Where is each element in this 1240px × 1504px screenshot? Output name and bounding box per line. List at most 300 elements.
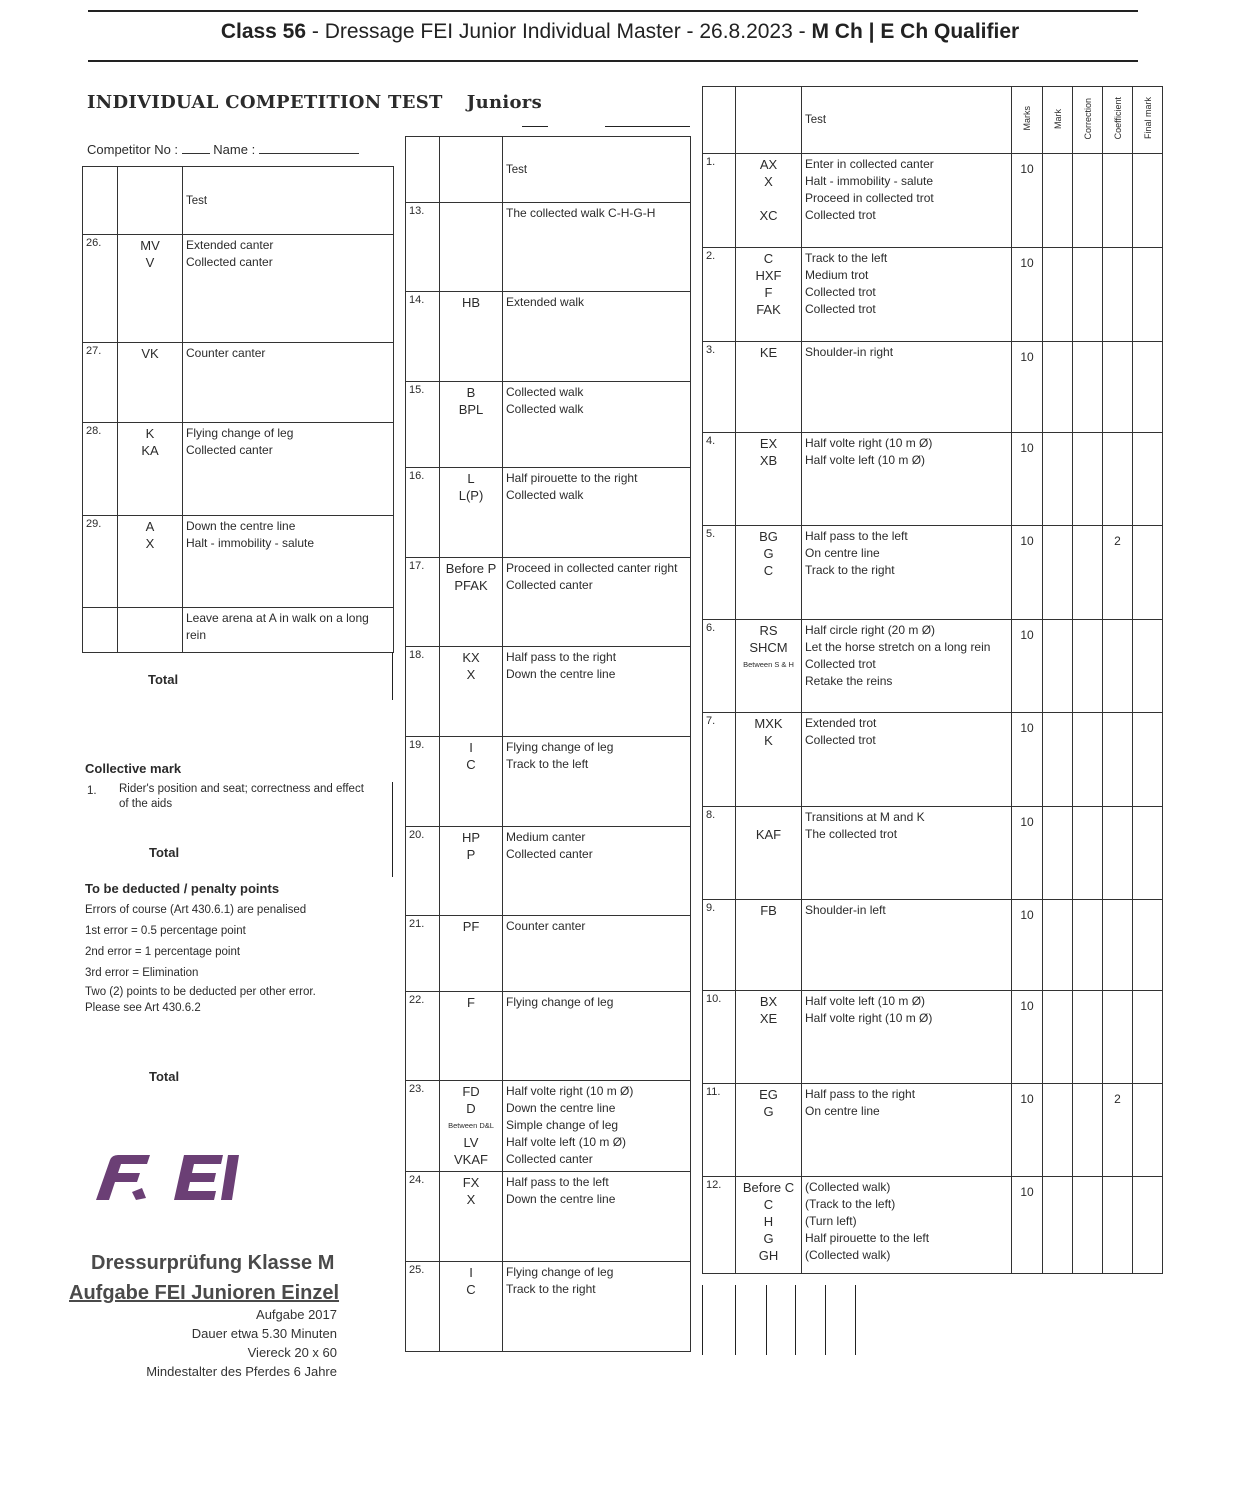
total-divider: [392, 652, 393, 700]
movement-line: Extended walk: [506, 295, 585, 309]
marker-text: FD: [462, 1084, 480, 1099]
movement-line: Half pass to the right: [506, 650, 617, 664]
marker-text: HP: [461, 830, 481, 845]
movement-line: Medium trot: [805, 268, 869, 282]
movement-line: Collected canter: [506, 578, 593, 592]
movement-line: Simple change of leg: [506, 1118, 619, 1132]
coefficient: [1103, 991, 1133, 1084]
marker-text: XB: [759, 453, 778, 468]
movement-line: (Turn left): [805, 1214, 857, 1228]
row-number: 20.: [406, 827, 440, 916]
table-row: [406, 737, 691, 827]
coefficient: [1103, 713, 1133, 807]
marker-text: B: [466, 385, 476, 400]
final-mark-input[interactable]: [1133, 620, 1163, 713]
marker-cell: [440, 203, 503, 292]
marker-text: C: [763, 563, 774, 578]
marker-text: X: [145, 536, 155, 551]
table-row: [703, 713, 1163, 807]
row-number: 22.: [406, 992, 440, 1081]
final-mark-input[interactable]: [1133, 154, 1163, 248]
marker-cell: [736, 991, 802, 1084]
marker-cell: [440, 916, 503, 992]
movement-text: [802, 900, 1012, 991]
marker-cell: [736, 248, 802, 342]
movement-line: Collected trot: [805, 208, 876, 222]
row-number: 13.: [406, 203, 440, 292]
movement-line: (Collected walk): [805, 1180, 891, 1194]
movement-line: Flying change of leg: [506, 740, 614, 754]
table-row: [703, 1084, 1163, 1177]
footer-line-4: Dauer etwa 5.30 Minuten: [191, 1326, 337, 1341]
movement-line: Flying change of leg: [506, 995, 614, 1009]
marks-header: Marks: [1022, 106, 1032, 131]
correction-header: Correction: [1082, 97, 1093, 140]
table-row: [406, 203, 691, 292]
marker-cell: [440, 558, 503, 647]
table-row: [406, 1172, 691, 1262]
total-label-1: Total: [148, 672, 179, 687]
mark-input[interactable]: [1043, 154, 1073, 248]
movement-line: Track to the right: [506, 1282, 596, 1296]
row-number: 7.: [703, 713, 736, 807]
row-number: 23.: [406, 1081, 440, 1172]
marker-text: Between D&L: [448, 1121, 494, 1130]
marker-text: F: [764, 285, 773, 300]
movement-line: Shoulder-in right: [805, 345, 894, 359]
mark-input[interactable]: [1043, 1177, 1073, 1274]
event-label: - Dressage FEI Junior Individual Master - 26.8.2023 -: [306, 20, 812, 43]
marker-cell: [736, 154, 802, 248]
marker-cell: [736, 433, 802, 526]
stub-line: [795, 1285, 796, 1355]
test-table-left: [82, 166, 394, 653]
movement-line: Down the centre line: [506, 1192, 616, 1206]
row-number: 9.: [703, 900, 736, 991]
correction-input[interactable]: [1073, 991, 1103, 1084]
final-mark-input[interactable]: [1133, 900, 1163, 991]
marker-text: [739, 190, 798, 207]
movement-line: On centre line: [805, 1104, 880, 1118]
table-row: [83, 235, 394, 343]
movement-line: Extended canter: [186, 238, 274, 252]
max-marks: 10: [1012, 433, 1043, 526]
marker-text: KE: [759, 345, 778, 360]
marker-text: BG: [759, 529, 778, 544]
marker-text: G: [763, 1104, 774, 1119]
marker-text: PF: [462, 919, 480, 934]
deduct-title: To be deducted / penalty points: [85, 881, 280, 896]
movement-line: Collected trot: [805, 657, 876, 671]
movement-line: Flying change of leg: [506, 1265, 614, 1279]
table-row: [703, 900, 1163, 991]
movement-text: [503, 1172, 691, 1262]
coefficient: [1103, 342, 1133, 433]
marker-text: VK: [141, 346, 159, 361]
movement-text: [802, 1177, 1012, 1274]
movement-line: Collected canter: [186, 255, 273, 269]
movement-line: Collected walk: [506, 402, 584, 416]
coefficient: [1103, 154, 1133, 248]
test-table-right: [702, 86, 1163, 1274]
marker-cell: [118, 343, 183, 423]
mark-input[interactable]: [1043, 713, 1073, 807]
marker-text: G: [763, 1231, 774, 1246]
footer-line-1: Dressurprüfung Klasse M: [91, 1252, 335, 1274]
marker-cell: [440, 382, 503, 468]
marker-header: [440, 137, 503, 203]
mark-header: Mark: [1052, 108, 1063, 129]
final-mark-input[interactable]: [1133, 807, 1163, 900]
movement-line: Extended trot: [805, 716, 877, 730]
marker-text: X: [466, 667, 476, 682]
row-number: 29.: [83, 516, 118, 608]
marker-text: C: [466, 1282, 476, 1297]
marker-cell: [440, 647, 503, 737]
marker-cell: [440, 468, 503, 558]
mark-input[interactable]: [1043, 620, 1073, 713]
movement-line: Enter in collected canter: [805, 157, 934, 171]
correction-input[interactable]: [1073, 1177, 1103, 1274]
coefficient: [1103, 433, 1133, 526]
movement-text: [802, 342, 1012, 433]
table-row: [703, 526, 1163, 620]
marker-text: FAK: [756, 302, 781, 317]
movement-text: [802, 154, 1012, 248]
marker-text: C: [763, 251, 774, 266]
category-label: Juniors: [466, 92, 543, 113]
movement-line: Half volte left (10 m Ø): [805, 994, 926, 1008]
mark-input[interactable]: [1043, 1084, 1073, 1177]
movement-text: [503, 1262, 691, 1352]
marker-text: AX: [759, 157, 778, 172]
movement-line: Leave arena at A in walk on a long rein: [186, 611, 369, 642]
row-number: 1.: [703, 154, 736, 248]
movement-text: [503, 916, 691, 992]
total-label-3: Total: [149, 1069, 180, 1084]
movement-text: [503, 468, 691, 558]
marker-text: D: [466, 1101, 476, 1116]
total-label-2: Total: [149, 845, 180, 860]
marker-cell: [736, 1084, 802, 1177]
mark-input[interactable]: [1043, 342, 1073, 433]
marker-text: Between S & H: [743, 660, 794, 669]
marker-text: HXF: [755, 268, 782, 283]
movement-text: [802, 991, 1012, 1084]
correction-input[interactable]: [1073, 248, 1103, 342]
coefficient: [1103, 248, 1133, 342]
table-row: [83, 608, 394, 653]
deduct-line: Two (2) points to be deducted per other error.: [85, 986, 316, 998]
movement-line: Halt - immobility - salute: [805, 174, 934, 188]
collective-num: 1.: [87, 785, 97, 797]
marker-text: K: [764, 733, 773, 748]
final-mark-input[interactable]: [1133, 526, 1163, 620]
marker-text: RS: [759, 623, 778, 638]
mark-input[interactable]: [1043, 526, 1073, 620]
marker-text: EG: [759, 1087, 778, 1102]
row-number: 2.: [703, 248, 736, 342]
max-marks: 10: [1012, 713, 1043, 807]
coefficient: 2: [1103, 1084, 1133, 1177]
max-marks: 10: [1012, 248, 1043, 342]
movement-text: [802, 713, 1012, 807]
movement-text: [503, 203, 691, 292]
marker-cell: [736, 807, 802, 900]
footer-line-3: Aufgabe 2017: [256, 1307, 337, 1322]
max-marks: 10: [1012, 526, 1043, 620]
correction-input[interactable]: [1073, 713, 1103, 807]
footer-line-2: Aufgabe FEI Junioren Einzel: [69, 1282, 340, 1304]
marker-text: Before P: [445, 561, 497, 576]
max-marks: 10: [1012, 900, 1043, 991]
row-number: 25.: [406, 1262, 440, 1352]
movement-text: [503, 992, 691, 1081]
movement-line: Half volte left (10 m Ø): [506, 1135, 627, 1149]
movement-line: Shoulder-in left: [805, 903, 886, 917]
coefficient: [1103, 1177, 1133, 1274]
movement-line: Proceed in collected canter right: [506, 561, 678, 575]
correction-input[interactable]: [1073, 342, 1103, 433]
marker-cell: [440, 1172, 503, 1262]
competitor-field[interactable]: [182, 153, 210, 154]
final-mark-input[interactable]: [1133, 713, 1163, 807]
marker-text: HB: [461, 295, 481, 310]
mark-input[interactable]: [1043, 807, 1073, 900]
marker-cell: [736, 620, 802, 713]
class-label: Class 56: [220, 20, 307, 43]
movement-text: [503, 292, 691, 382]
marker-text: BPL: [458, 402, 484, 417]
row-number: 6.: [703, 620, 736, 713]
marker-cell: [440, 737, 503, 827]
mark-input[interactable]: [1043, 433, 1073, 526]
stub-line: [735, 1285, 736, 1355]
marker-text: F: [467, 995, 475, 1010]
movement-line: Flying change of leg: [186, 426, 294, 440]
coefficient-header: Coefficient: [1112, 97, 1123, 140]
movement-line: On centre line: [805, 546, 880, 560]
marker-text: PFAK: [454, 578, 488, 593]
correction-input[interactable]: [1073, 900, 1103, 991]
max-marks: 10: [1012, 342, 1043, 433]
table-row: [406, 292, 691, 382]
mark-input[interactable]: [1043, 900, 1073, 991]
deduct-line: 2nd error = 1 percentage point: [85, 946, 241, 958]
marker-text: XE: [759, 1011, 778, 1026]
num-header: [83, 167, 118, 235]
title-line-1: [522, 126, 548, 127]
deduct-line: 3rd error = Elimination: [85, 967, 199, 979]
row-number: 10.: [703, 991, 736, 1084]
movement-line: Let the horse stretch on a long rein: [805, 640, 991, 654]
final-mark-input[interactable]: [1133, 1177, 1163, 1274]
movement-text: [503, 737, 691, 827]
movement-line: Down the centre line: [506, 1101, 616, 1115]
mark-input[interactable]: [1043, 991, 1073, 1084]
marker-text: SHCM: [749, 640, 788, 655]
marker-text: KX: [462, 650, 480, 665]
marker-text: I: [469, 1265, 473, 1280]
table-row: [406, 827, 691, 916]
deduct-line: 1st error = 0.5 percentage point: [85, 925, 246, 937]
marker-cell: [118, 235, 183, 343]
marker-text: MV: [140, 238, 160, 253]
correction-input[interactable]: [1073, 1084, 1103, 1177]
movement-line: Half volte right (10 m Ø): [805, 436, 933, 450]
movement-text: [183, 608, 394, 653]
stub-line: [855, 1285, 856, 1355]
competitor-label: Competitor No :: [87, 142, 179, 157]
movement-line: (Collected walk): [805, 1248, 891, 1262]
movement-line: Retake the reins: [805, 674, 893, 688]
movement-line: Half volte left (10 m Ø): [805, 453, 926, 467]
movement-line: Halt - immobility - salute: [186, 536, 315, 550]
marker-text: K: [145, 426, 155, 441]
row-number: 5.: [703, 526, 736, 620]
test-table-middle: [405, 136, 691, 1352]
test-header: Test: [183, 167, 394, 235]
marker-cell: [118, 423, 183, 516]
competitor-line: [87, 142, 359, 157]
name-label: Name :: [213, 142, 256, 157]
movement-line: Collected canter: [186, 443, 273, 457]
table-row: [703, 154, 1163, 248]
fei-dot-icon: [132, 1188, 146, 1200]
row-number: 11.: [703, 1084, 736, 1177]
marker-text: FB: [760, 903, 777, 918]
movement-text: [503, 647, 691, 737]
marker-cell: [440, 1081, 503, 1172]
row-number: 8.: [703, 807, 736, 900]
table-row: [703, 807, 1163, 900]
marker-text: MXK: [754, 716, 783, 731]
competition-title-text: INDIVIDUAL COMPETITION TEST: [87, 92, 443, 113]
movement-line: Track to the left: [805, 251, 888, 265]
num-header: [703, 87, 736, 154]
correction-input[interactable]: [1073, 433, 1103, 526]
marker-cell: [440, 1262, 503, 1352]
movement-line: Collected walk: [506, 385, 584, 399]
correction-input[interactable]: [1073, 807, 1103, 900]
table-row: [406, 916, 691, 992]
final-mark-input[interactable]: [1133, 991, 1163, 1084]
row-number: 16.: [406, 468, 440, 558]
movement-line: Collected canter: [506, 847, 593, 861]
mark-input[interactable]: [1043, 248, 1073, 342]
row-number: 14.: [406, 292, 440, 382]
movement-line: Collected trot: [805, 733, 876, 747]
correction-input[interactable]: [1073, 620, 1103, 713]
marker-text: L(P): [458, 488, 484, 503]
marker-text: VKAF: [454, 1152, 488, 1167]
table-row: [703, 248, 1163, 342]
footer-line-6: Mindestalter des Pferdes 6 Jahre: [146, 1364, 337, 1379]
coefficient: [1103, 807, 1133, 900]
movement-line: Medium canter: [506, 830, 586, 844]
movement-text: [503, 827, 691, 916]
marker-text: KAF: [755, 827, 782, 842]
max-marks: 10: [1012, 1084, 1043, 1177]
marker-text: GH: [758, 1248, 779, 1263]
movement-text: [802, 526, 1012, 620]
row-number: 15.: [406, 382, 440, 468]
marker-cell: [440, 292, 503, 382]
marker-header: [118, 167, 183, 235]
movement-line: Collected trot: [805, 302, 876, 316]
coefficient: 2: [1103, 526, 1133, 620]
coefficient: [1103, 620, 1133, 713]
fei-logo: [88, 1148, 258, 1210]
movement-text: [503, 558, 691, 647]
table-row: [703, 1177, 1163, 1274]
marker-text: X: [764, 174, 773, 189]
title-line-2: [605, 126, 690, 127]
marker-text: XC: [759, 208, 778, 223]
marker-text: C: [466, 757, 476, 772]
movement-line: Collected trot: [805, 285, 876, 299]
final-mark-input[interactable]: [1133, 433, 1163, 526]
name-field[interactable]: [259, 153, 359, 154]
deduct-lines: [85, 900, 385, 1016]
competition-title: [87, 92, 542, 113]
marker-text: C: [763, 1197, 774, 1212]
collective-title: Collective mark: [85, 761, 182, 776]
marker-cell: [736, 900, 802, 991]
final-mark-input[interactable]: [1133, 342, 1163, 433]
final-mark-input[interactable]: [1133, 1084, 1163, 1177]
table-row: [406, 382, 691, 468]
final-mark-input[interactable]: [1133, 248, 1163, 342]
max-marks: 10: [1012, 991, 1043, 1084]
stub-line: [702, 1285, 703, 1355]
marker-cell: [736, 526, 802, 620]
movement-text: [802, 620, 1012, 713]
movement-text: [183, 516, 394, 608]
movement-line: Half pirouette to the right: [506, 471, 638, 485]
row-number: 28.: [83, 423, 118, 516]
page-header: [0, 20, 1240, 44]
table-row: [83, 423, 394, 516]
max-marks: 10: [1012, 620, 1043, 713]
marker-cell: [118, 608, 183, 653]
table-row: [83, 516, 394, 608]
correction-input[interactable]: [1073, 154, 1103, 248]
marker-text: G: [763, 546, 774, 561]
collective-divider: [392, 782, 393, 877]
test-header: Test: [503, 137, 691, 203]
movement-line: Half circle right (20 m Ø): [805, 623, 936, 637]
marker-text: BX: [759, 994, 778, 1009]
championship-label: M Ch | E Ch Qualifier: [811, 20, 1020, 43]
movement-line: Half pass to the right: [805, 1087, 916, 1101]
deduct-line: Please see Art 430.6.2: [85, 1002, 201, 1014]
movement-line: Track to the right: [805, 563, 895, 577]
movement-line: Proceed in collected trot: [805, 191, 934, 205]
movement-line: Transitions at M and K: [805, 810, 925, 824]
marker-cell: [736, 342, 802, 433]
max-marks: 10: [1012, 1177, 1043, 1274]
top-rule: [88, 10, 1138, 12]
movement-line: Half pirouette to the left: [805, 1231, 930, 1245]
movement-text: [503, 1081, 691, 1172]
marker-text: H: [763, 1214, 774, 1229]
movement-text: [503, 382, 691, 468]
correction-input[interactable]: [1073, 526, 1103, 620]
movement-line: Collected canter: [506, 1152, 593, 1166]
row-number: 26.: [83, 235, 118, 343]
marker-text: X: [466, 1192, 476, 1207]
